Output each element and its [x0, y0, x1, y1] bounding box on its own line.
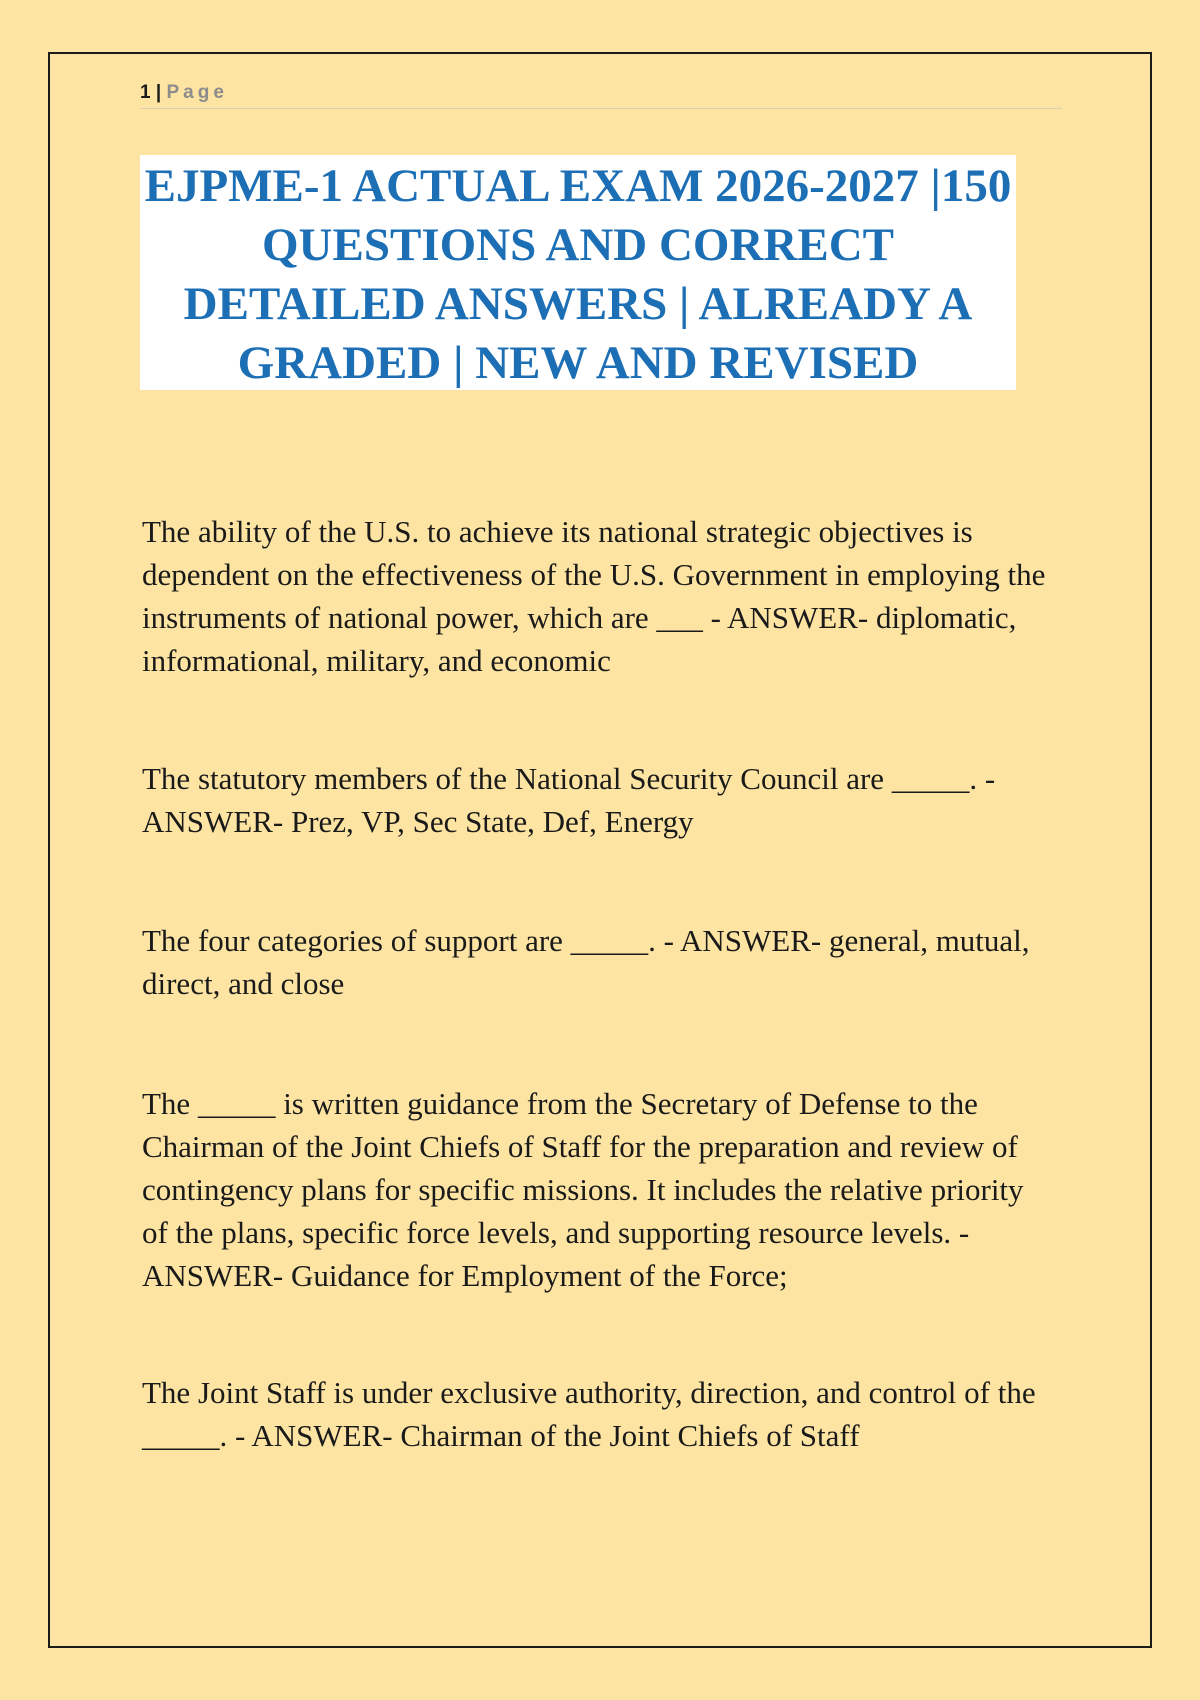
qa-line: instruments of national power, which are ___ - ANSWER- diplomatic,	[142, 600, 1017, 635]
qa-item-4	[142, 1082, 1072, 1297]
qa-line: ANSWER- Guidance for Employment of the Force;	[142, 1258, 788, 1293]
qa-line: informational, military, and economic	[142, 643, 611, 678]
document-title	[140, 155, 1016, 390]
qa-line: The Joint Staff is under exclusive authority, direction, and control of the	[142, 1375, 1036, 1410]
qa-item-5	[142, 1371, 1072, 1457]
title-line: QUESTIONS AND CORRECT	[261, 219, 895, 271]
page-number: 1	[140, 82, 151, 103]
qa-line: dependent on the effectiveness of the U.S. Government in employing the	[142, 557, 1046, 592]
qa-item-1	[142, 510, 1072, 682]
qa-line: The statutory members of the National Security Council are _____. -	[142, 761, 996, 796]
qa-line: direct, and close	[142, 966, 345, 1001]
qa-line: The four categories of support are _____. - ANSWER- general, mutual,	[142, 923, 1030, 958]
title-line: GRADED | NEW AND REVISED	[237, 337, 919, 389]
qa-item-2	[142, 757, 1072, 843]
qa-line: The ability of the U.S. to achieve its national strategic objectives is	[142, 514, 973, 549]
page-separator: |	[155, 82, 162, 103]
qa-line: of the plans, specific force levels, and supporting resource levels. -	[142, 1215, 970, 1250]
title-line: EJPME-1 ACTUAL EXAM 2026-2027 |150	[144, 160, 1012, 212]
qa-line: The _____ is written guidance from the Secretary of Defense to the	[142, 1086, 978, 1121]
qa-line: _____. - ANSWER- Chairman of the Joint Chiefs of Staff	[142, 1418, 860, 1453]
page-label: Page	[166, 82, 228, 103]
qa-line: Chairman of the Joint Chiefs of Staff for the preparation and review of	[142, 1129, 1018, 1164]
title-line: DETAILED ANSWERS | ALREADY A	[183, 278, 973, 330]
page-header	[140, 80, 1062, 109]
qa-line: ANSWER- Prez, VP, Sec State, Def, Energy	[142, 804, 694, 839]
qa-line: contingency plans for specific missions. It includes the relative priority	[142, 1172, 1024, 1207]
qa-item-3	[142, 919, 1072, 1005]
